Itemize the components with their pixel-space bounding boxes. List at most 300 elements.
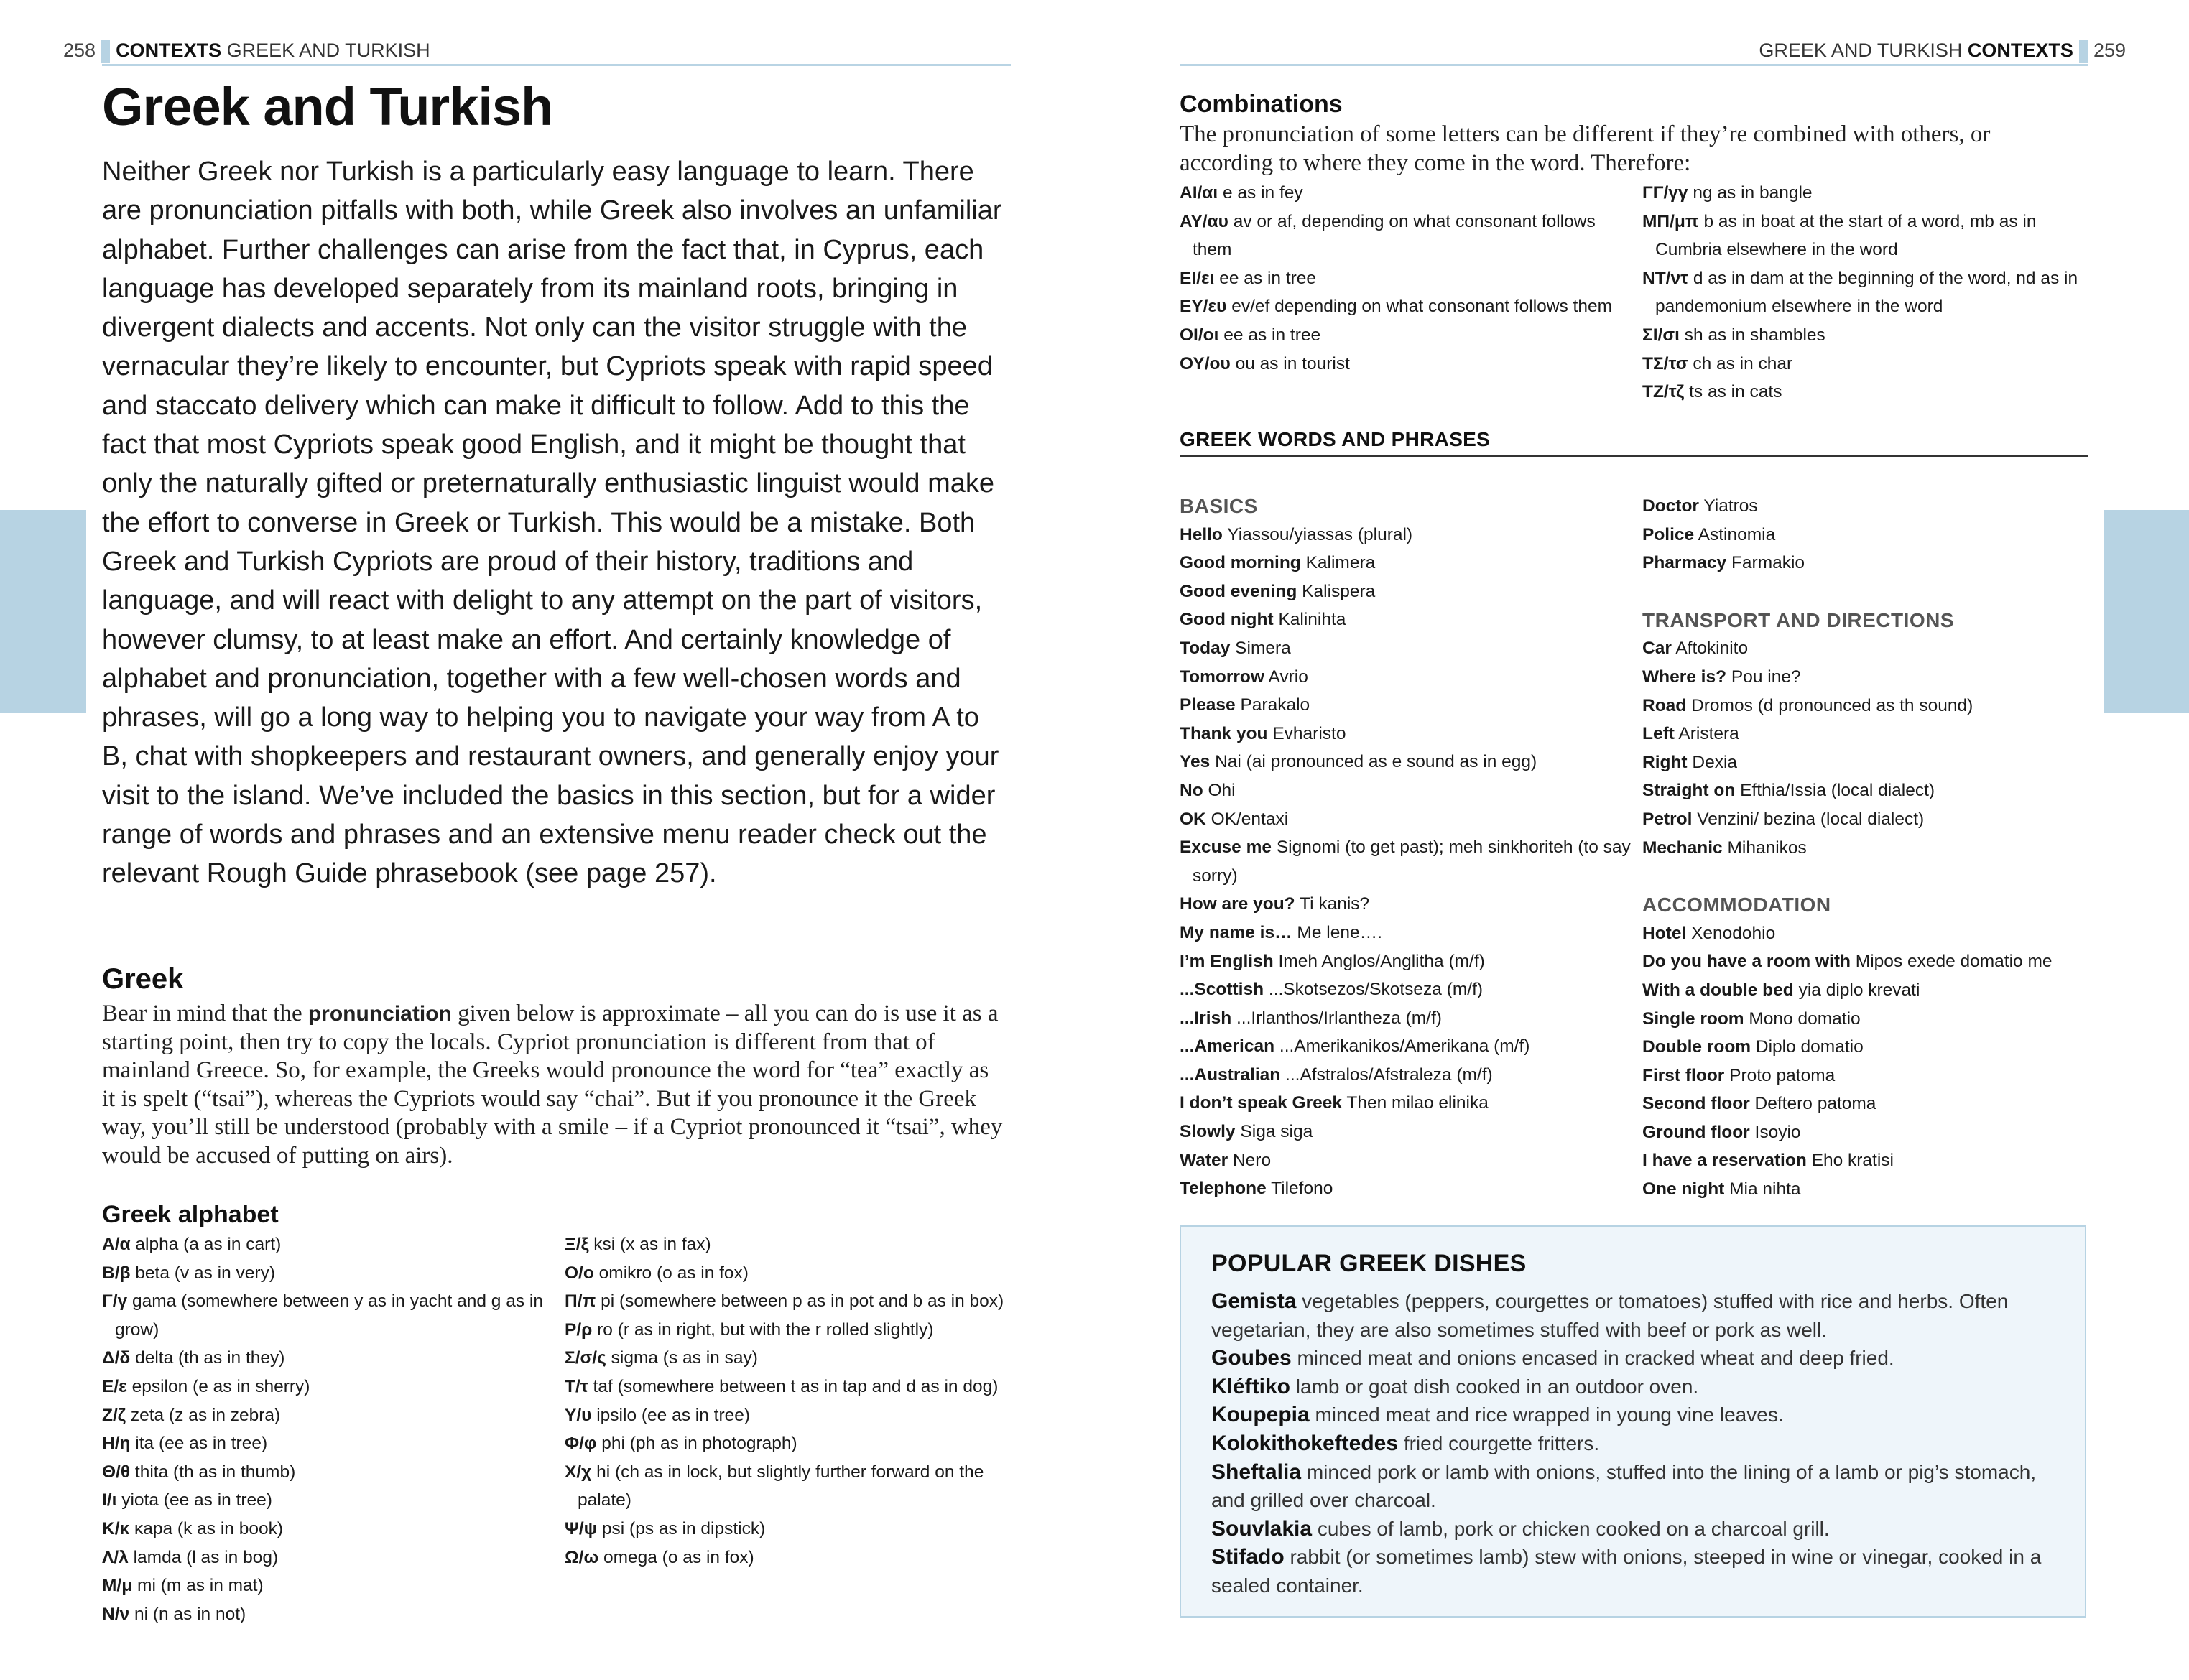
alphabet-term: Υ/υ — [565, 1405, 592, 1425]
right-page-number: 259 — [2093, 40, 2126, 61]
combination-term: ΓΓ/γγ — [1642, 183, 1688, 203]
combination-entry — [1180, 350, 1632, 379]
phrase-definition: Yiatros — [1703, 496, 1758, 516]
combination-definition: ou as in tourist — [1235, 353, 1350, 373]
phrase-entry — [1642, 1118, 2088, 1147]
alphabet-entry — [102, 1429, 547, 1458]
phrase-entry — [1180, 748, 1632, 776]
alphabet-entry — [565, 1515, 1010, 1544]
phrase-definition: OK/entaxi — [1211, 809, 1289, 829]
phrase-term: First floor — [1642, 1065, 1725, 1085]
combination-term: ΟΥ/ου — [1180, 353, 1231, 373]
combination-definition: b as in boat at the start of a word, mb as in Cumbria elsewhere in the word — [1655, 211, 2037, 260]
phrase-definition: Kalispera — [1302, 581, 1376, 601]
combinations-column-1 — [1180, 179, 1632, 378]
phrase-term: ...American — [1180, 1036, 1275, 1057]
combination-term: ΤΖ/τζ — [1642, 382, 1685, 402]
phrase-definition: Imeh Anglos/Anglitha (m/f) — [1278, 951, 1485, 971]
phrase-entry — [1642, 720, 2088, 748]
dish-term: Goubes — [1211, 1346, 1292, 1370]
combination-term: ΑΙ/αι — [1180, 183, 1218, 203]
phrase-definition: Nero — [1232, 1150, 1272, 1170]
phrase-term: Car — [1642, 639, 1672, 659]
phrase-definition: Avrio — [1268, 667, 1308, 687]
greek-intro-paragraph — [102, 1000, 1007, 1170]
phrase-term: One night — [1642, 1179, 1725, 1199]
dish-entry — [1211, 1344, 2059, 1373]
phrase-entry — [1180, 605, 1632, 634]
phrase-term: Single room — [1642, 1008, 1744, 1029]
phrase-definition: yia diplo krevati — [1798, 980, 1920, 1000]
left-topic-name: GREEK AND TURKISH — [226, 40, 430, 61]
combination-definition: ng as in bangle — [1693, 183, 1813, 203]
dish-term: Gemista — [1211, 1289, 1297, 1313]
greek-intro-text-start: Bear in mind that the — [102, 1001, 308, 1026]
phrase-definition: Aristera — [1678, 724, 1739, 744]
alphabet-term: Ν/ν — [102, 1604, 130, 1624]
phrase-entry — [1642, 634, 2088, 663]
phrase-term: Yes — [1180, 752, 1211, 772]
left-page-number: 258 — [63, 40, 96, 61]
alphabet-term: Ζ/ζ — [102, 1405, 126, 1425]
combination-term: ΕΥ/ευ — [1180, 297, 1227, 317]
phrase-definition: Efthia/Issia (local dialect) — [1740, 781, 1935, 801]
phrase-term: Double room — [1642, 1037, 1751, 1057]
phrase-entry — [1642, 1175, 2088, 1204]
alphabet-column-1 — [102, 1230, 547, 1628]
alphabet-entry — [102, 1373, 547, 1401]
alphabet-term: Δ/δ — [102, 1348, 131, 1368]
alphabet-term: Ψ/ψ — [565, 1518, 598, 1539]
combination-entry — [1180, 179, 1632, 208]
phrase-entry — [1642, 663, 2088, 692]
combination-entry — [1642, 378, 2088, 407]
phrase-definition: Tilefono — [1271, 1179, 1333, 1199]
phrase-entry — [1180, 1174, 1632, 1203]
page-title: Greek and Turkish — [102, 77, 553, 136]
phrase-term: Telephone — [1180, 1179, 1267, 1199]
phrase-definition: Then milao elinika — [1346, 1093, 1489, 1113]
alphabet-term: Η/η — [102, 1434, 131, 1454]
phrase-term: Do you have a room with — [1642, 952, 1851, 972]
right-thumb-tab — [2104, 510, 2189, 713]
phrase-definition: Venzini/ bezina (local dialect) — [1697, 809, 1925, 829]
alphabet-definition: phi (ph as in photograph) — [601, 1434, 797, 1454]
left-thumb-tab — [0, 510, 86, 713]
phrase-definition: Dexia — [1692, 752, 1738, 772]
alphabet-term: Χ/χ — [565, 1462, 592, 1482]
alphabet-entry — [102, 1572, 547, 1600]
phrase-definition: Ti kanis? — [1300, 894, 1370, 914]
phrase-definition: Siga siga — [1240, 1122, 1313, 1142]
combination-entry — [1642, 321, 2088, 350]
phrase-term: Road — [1642, 695, 1687, 715]
dish-entry — [1211, 1515, 2059, 1544]
dish-term: Kolokithokeftedes — [1211, 1431, 1399, 1455]
header-bar-marker — [2079, 40, 2088, 63]
phrase-definition: Mia nihta — [1729, 1179, 1801, 1199]
phrase-entry — [1180, 634, 1632, 663]
phrase-definition: Pou ine? — [1731, 667, 1801, 687]
alphabet-term: Ο/ο — [565, 1263, 594, 1283]
phrase-definition: Kalimera — [1305, 553, 1376, 573]
combination-definition: ee as in tree — [1223, 325, 1321, 345]
alphabet-definition: delta (th as in they) — [135, 1348, 285, 1368]
alphabet-definition: pi (somewhere between p as in pot and b as in box) — [601, 1291, 1004, 1312]
right-section-name: CONTEXTS — [1967, 40, 2073, 61]
phrase-definition: Parakalo — [1240, 695, 1310, 715]
dish-definition: minced meat and onions encased in cracked wheat and deep fried. — [1297, 1347, 1894, 1370]
alphabet-entry — [102, 1486, 547, 1515]
alphabet-entry — [102, 1401, 547, 1430]
phrase-entry — [1180, 1032, 1632, 1061]
phrase-term: Tomorrow — [1180, 667, 1264, 687]
combination-definition: e as in fey — [1223, 183, 1303, 203]
phrase-entry — [1180, 1118, 1632, 1146]
phrase-entry — [1180, 1146, 1632, 1175]
alphabet-entry — [565, 1401, 1010, 1430]
combination-entry — [1180, 264, 1632, 293]
alphabet-term: Θ/θ — [102, 1462, 131, 1482]
greek-heading: Greek — [102, 963, 184, 995]
alphabet-entry — [102, 1515, 547, 1544]
intro-paragraph: Neither Greek nor Turkish is a particularly easy language to learn. There are pronunciation pitfalls with both, while Greek also involves an unfamiliar alphabet. Further challenges can arise from the fact that, in Cyprus, each language has developed separately from its mainland roots, bringing in divergent dialects and accents. Not only can the visitor struggle with the vernacular they’re likely to encounter, but Cypriots speak with rapid speed and staccato delivery which can make it difficult to follow. Add to this the fact that most Cypriots speak good English, and it might be thought that only the naturally gifted or preternaturally enthusiastic linguist would make the effort to converse in Greek or Turkish. This would be a mistake. Both Greek and Turkish Cypriots are proud of their history, traditions and language, and will react with delight to any attempt on the part of visitors, however clumsy, to at least make an effort. And certainly knowledge of alphabet and pronunciation, together with a few well-chosen words and phrases, will go a long way to helping you to navigate your way from A to B, chat with shopkeepers and restaurant owners, and generally enjoy your visit to the island. We’ve included the basics in this section, but for a wider range of words and phrases and an extensive menu reader check out the relevant Rough Guide phrasebook (see page 257). — [102, 157, 1002, 889]
dish-definition: vegetables (peppers, courgettes or tomatoes) stuffed with rice and herbs. Often vegetarian, they are also sometimes stuffed with beef or pork as well. — [1211, 1290, 2009, 1341]
phrase-definition: Proto patoma — [1729, 1065, 1836, 1085]
greek-intro-bold-term: pronunciation — [307, 1002, 452, 1026]
combination-entry — [1180, 321, 1632, 350]
alphabet-definition: taf (somewhere between t as in tap and d as in dog) — [593, 1376, 999, 1396]
phrase-definition: Xenodohio — [1691, 923, 1776, 943]
alphabet-term: Ω/ω — [565, 1547, 599, 1567]
phrase-term: My name is… — [1180, 922, 1292, 942]
alphabet-term: Τ/τ — [565, 1376, 588, 1396]
phrase-entry — [1642, 834, 2088, 863]
combination-term: ΝΤ/ντ — [1642, 268, 1689, 288]
left-header-rule — [102, 64, 1011, 66]
phrase-term: ...Australian — [1180, 1064, 1281, 1085]
phrase-definition: Diplo domatio — [1755, 1037, 1864, 1057]
alphabet-entry — [102, 1600, 547, 1629]
alphabet-term: Ι/ι — [102, 1490, 117, 1510]
phrase-definition: Deftero patoma — [1754, 1094, 1876, 1114]
combination-definition: av or af, depending on what consonant follows them — [1193, 211, 1596, 260]
phrase-definition: Astinomia — [1698, 524, 1776, 544]
alphabet-entry — [102, 1259, 547, 1288]
combination-entry — [1180, 208, 1632, 264]
dish-entry — [1211, 1458, 2059, 1515]
alphabet-definition: epsilon (e as in sherry) — [131, 1376, 310, 1396]
combination-entry — [1642, 208, 2088, 264]
alphabet-entry — [565, 1259, 1010, 1288]
phrases-heading: GREEK WORDS AND PHRASES — [1180, 428, 1491, 450]
alphabet-term: Σ/σ/ς — [565, 1348, 606, 1368]
category-transport: TRANSPORT AND DIRECTIONS — [1642, 608, 1955, 631]
alphabet-heading: Greek alphabet — [102, 1201, 279, 1228]
phrase-entry — [1180, 833, 1632, 890]
phrase-definition: ...Skotsezos/Skotseza (m/f) — [1268, 980, 1484, 1000]
phrase-term: I don’t speak Greek — [1180, 1093, 1343, 1113]
dish-term: Sheftalia — [1211, 1459, 1302, 1484]
combination-term: ΜΠ/μπ — [1642, 211, 1699, 231]
popular-dishes-box — [1180, 1225, 2086, 1618]
alphabet-definition: ipsilo (ee as in tree) — [596, 1405, 751, 1425]
combination-term: ΤΣ/τσ — [1642, 353, 1688, 373]
right-header-rule — [1180, 64, 2088, 66]
combination-definition: ch as in char — [1693, 353, 1793, 373]
alphabet-definition: omikro (o as in fox) — [598, 1263, 749, 1283]
phrase-entry — [1642, 1090, 2088, 1118]
phrase-definition: Farmakio — [1731, 553, 1805, 573]
combinations-intro: The pronunciation of some letters can be different if they’re combined with others, or according to where they come in the word. Therefore: — [1180, 121, 1991, 176]
phrase-definition: Eho kratisi — [1811, 1151, 1894, 1171]
alphabet-column-2 — [565, 1230, 1010, 1572]
phrase-definition: Nai (ai pronounced as e sound as in egg) — [1215, 752, 1537, 772]
phrase-definition: ...Amerikanikos/Amerikana (m/f) — [1279, 1036, 1530, 1057]
dish-definition: fried courgette fritters. — [1403, 1431, 1600, 1454]
phrase-term: Hello — [1180, 524, 1223, 544]
alphabet-term: Α/α — [102, 1235, 131, 1254]
dish-definition: lamb or goat dish cooked in an outdoor oven. — [1295, 1375, 1699, 1398]
alphabet-definition: thita (th as in thumb) — [134, 1462, 296, 1482]
combination-definition: ev/ef depending on what consonant follows them — [1231, 297, 1613, 317]
phrase-entry — [1642, 1005, 2088, 1034]
greek-intro-text-end: given below is approximate – all you can do is use it as a starting point, then try to copy the locals. Cypriot pronunciation is different from that of mainland Greece. So, for example, the Greeks would pronounce the word for “tea” exactly as it is spelt (“tsai”), whereas the Cypriots would say “chai”. But if you pronounce it the Greek way, you’ll still be understood (probably with a smile – if a Cypriot pronounced it “tsai”, whey would be accused of putting on airs). — [102, 1001, 1003, 1169]
combination-definition: d as in dam at the beginning of the word, nd as in pandemonium elsewhere in the word — [1655, 268, 2078, 317]
alphabet-definition: ita (ee as in tree) — [135, 1434, 268, 1454]
phrases-column-2 — [1642, 492, 2088, 1204]
phrase-entry — [1642, 1146, 2088, 1175]
category-accommodation: ACCOMMODATION — [1642, 894, 1831, 916]
dish-term: Stifado — [1211, 1545, 1285, 1569]
phrase-term: Police — [1642, 524, 1695, 544]
alphabet-entry — [102, 1344, 547, 1373]
dish-entry — [1211, 1373, 2059, 1401]
combination-definition: sh as in shambles — [1684, 325, 1825, 345]
phrase-entry — [1642, 748, 2088, 777]
phrase-entry — [1642, 919, 2088, 948]
phrase-entry — [1642, 549, 2088, 577]
phrases-heading-rule — [1180, 455, 2088, 457]
alphabet-term: Φ/φ — [565, 1434, 597, 1454]
dish-definition: minced pork or lamb with onions, stuffed into the lining of a lamb or pig’s stomach, and grilled over charcoal. — [1211, 1460, 2037, 1512]
phrase-definition: ...Afstralos/Afstraleza (m/f) — [1285, 1064, 1493, 1085]
alphabet-entry — [565, 1458, 1010, 1515]
phrase-definition: Simera — [1235, 638, 1291, 658]
dish-definition: rabbit (or sometimes lamb) stew with onions, steeped in wine or vinegar, cooked in a sealed container. — [1211, 1546, 2042, 1597]
phrase-entry — [1642, 692, 2088, 720]
phrase-entry — [1642, 1033, 2088, 1062]
combination-term: ΣΙ/σι — [1642, 325, 1680, 345]
phrase-definition: Mipos exede domatio me — [1855, 952, 2053, 972]
phrase-term: Thank you — [1180, 723, 1268, 743]
alphabet-entry — [565, 1344, 1010, 1373]
alphabet-definition: ni (n as in not) — [134, 1604, 246, 1624]
phrase-term: I’m English — [1180, 951, 1274, 971]
phrase-term: Straight on — [1642, 781, 1736, 801]
combination-term: ΕΙ/ει — [1180, 268, 1215, 288]
list-spacer — [1642, 862, 2088, 891]
right-running-header — [1759, 36, 2126, 65]
phrase-term: I have a reservation — [1642, 1151, 1807, 1171]
phrase-entry — [1180, 805, 1632, 834]
phrase-term: Ground floor — [1642, 1122, 1750, 1142]
phrase-term: Please — [1180, 695, 1236, 715]
phrase-term: ...Scottish — [1180, 980, 1264, 1000]
phrase-term: OK — [1180, 809, 1206, 829]
right-topic-name: GREEK AND TURKISH — [1759, 40, 1963, 61]
phrase-definition: Mono domatio — [1749, 1008, 1861, 1029]
phrase-entry — [1180, 1089, 1632, 1118]
alphabet-term: Ρ/ρ — [565, 1319, 593, 1340]
alphabet-entry — [565, 1544, 1010, 1572]
alphabet-entry — [565, 1230, 1010, 1259]
dish-entry — [1211, 1429, 2059, 1458]
phrase-entry — [1180, 720, 1632, 748]
combination-term: ΑΥ/αυ — [1180, 211, 1228, 231]
phrase-definition: Kalinihta — [1278, 610, 1346, 630]
combination-definition: ee as in tree — [1219, 268, 1317, 288]
phrase-definition: Isoyio — [1754, 1122, 1801, 1142]
phrase-term: Left — [1642, 724, 1675, 744]
alphabet-definition: gama (somewhere between y as in yacht and g as in grow) — [115, 1291, 543, 1340]
phrase-definition: Evharisto — [1272, 723, 1346, 743]
phrase-entry — [1180, 663, 1632, 692]
combinations-heading: Combinations — [1180, 91, 1343, 118]
alphabet-definition: beta (v as in very) — [135, 1263, 275, 1283]
alphabet-term: Λ/λ — [102, 1547, 129, 1567]
phrase-definition: Dromos (d pronounced as th sound) — [1691, 695, 1973, 715]
alphabet-entry — [102, 1544, 547, 1572]
phrase-entry — [1180, 919, 1632, 947]
alphabet-entry — [102, 1287, 547, 1344]
alphabet-definition: lamda (l as in bog) — [133, 1547, 279, 1567]
alphabet-definition: alpha (a as in cart) — [135, 1235, 282, 1254]
alphabet-term: Ε/ε — [102, 1376, 127, 1396]
combinations-column-2 — [1642, 179, 2088, 407]
alphabet-term: Μ/μ — [102, 1576, 133, 1596]
header-bar-marker — [101, 40, 110, 63]
category-basics: BASICS — [1180, 495, 1258, 517]
phrase-term: Mechanic — [1642, 837, 1723, 858]
dish-entry — [1211, 1401, 2059, 1429]
phrase-entry — [1180, 1004, 1632, 1033]
alphabet-definition: zeta (z as in zebra) — [130, 1405, 281, 1425]
phrase-definition: Aftokinito — [1675, 639, 1749, 659]
phrase-term: Where is? — [1642, 667, 1727, 687]
phrase-definition: ...Irlanthos/Irlantheza (m/f) — [1236, 1008, 1442, 1028]
alphabet-term: Β/β — [102, 1263, 131, 1283]
dishes-heading: POPULAR GREEK DISHES — [1211, 1250, 1527, 1277]
phrase-entry — [1180, 890, 1632, 919]
phrase-term: Right — [1642, 752, 1688, 772]
phrase-entry — [1642, 805, 2088, 834]
alphabet-entry — [565, 1373, 1010, 1401]
phrase-entry — [1642, 492, 2088, 521]
phrase-entry — [1180, 691, 1632, 720]
phrase-term: Excuse me — [1180, 837, 1272, 858]
alphabet-definition: hi (ch as in lock, but slightly further forward on the palate) — [578, 1462, 984, 1510]
phrase-term: Good evening — [1180, 581, 1297, 601]
alphabet-entry — [565, 1429, 1010, 1458]
phrases-column-1 — [1180, 492, 1632, 1203]
phrase-entry — [1180, 521, 1632, 549]
dishes-list — [1211, 1287, 2059, 1600]
alphabet-term: Π/π — [565, 1291, 596, 1312]
phrase-entry — [1180, 975, 1632, 1004]
phrase-entry — [1180, 549, 1632, 577]
phrase-term: With a double bed — [1642, 980, 1794, 1000]
dish-definition: cubes of lamb, pork or chicken cooked on a charcoal grill. — [1317, 1517, 1830, 1540]
phrase-term: Hotel — [1642, 923, 1687, 943]
phrase-definition: Signomi (to get past); meh sinkhoriteh (to say sorry) — [1193, 837, 1631, 886]
phrase-term: Doctor — [1642, 496, 1699, 516]
alphabet-definition: mi (m as in mat) — [137, 1576, 264, 1596]
combination-entry — [1642, 264, 2088, 321]
phrase-term: How are you? — [1180, 894, 1295, 914]
phrase-term: Water — [1180, 1150, 1228, 1170]
left-section-name: CONTEXTS — [116, 40, 222, 61]
dish-definition: minced meat and rice wrapped in young vine leaves. — [1315, 1403, 1784, 1426]
phrase-entry — [1642, 1062, 2088, 1090]
list-spacer — [1642, 577, 2088, 606]
alphabet-entry — [565, 1287, 1010, 1316]
dish-term: Kléftiko — [1211, 1374, 1291, 1398]
alphabet-entry — [102, 1458, 547, 1487]
alphabet-entry — [565, 1316, 1010, 1345]
phrase-term: Today — [1180, 638, 1231, 658]
alphabet-term: Ξ/ξ — [565, 1235, 589, 1254]
phrase-definition: Yiassou/yiassas (plural) — [1227, 524, 1413, 544]
phrase-definition: Ohi — [1208, 780, 1236, 800]
phrase-term: Good morning — [1180, 553, 1301, 573]
dish-entry — [1211, 1287, 2059, 1344]
dish-entry — [1211, 1543, 2059, 1600]
alphabet-definition: sigma (s as in say) — [611, 1348, 758, 1368]
phrase-entry — [1642, 976, 2088, 1005]
phrase-entry — [1642, 776, 2088, 805]
alphabet-term: Γ/γ — [102, 1291, 128, 1312]
phrase-definition: Me lene…. — [1297, 922, 1382, 942]
phrase-term: No — [1180, 780, 1203, 800]
alphabet-definition: ksi (x as in fax) — [593, 1235, 711, 1254]
combination-term: ΟΙ/οι — [1180, 325, 1219, 345]
combination-entry — [1180, 292, 1632, 321]
phrase-term: Pharmacy — [1642, 553, 1727, 573]
phrase-entry — [1180, 1061, 1632, 1090]
alphabet-definition: ro (r as in right, but with the r rolled slightly) — [597, 1319, 934, 1340]
combination-entry — [1642, 179, 2088, 208]
combination-definition: ts as in cats — [1689, 382, 1782, 402]
alphabet-definition: psi (ps as in dipstick) — [601, 1518, 766, 1539]
phrase-entry — [1642, 947, 2088, 976]
dish-term: Koupepia — [1211, 1403, 1310, 1427]
left-running-header — [63, 36, 430, 65]
phrase-term: ...Irish — [1180, 1008, 1232, 1028]
alphabet-definition: omega (o as in fox) — [603, 1547, 754, 1567]
phrase-term: Petrol — [1642, 809, 1693, 829]
phrase-term: Second floor — [1642, 1094, 1750, 1114]
alphabet-definition: yiota (ee as in tree) — [121, 1490, 272, 1510]
combination-entry — [1642, 350, 2088, 379]
alphabet-entry — [102, 1230, 547, 1259]
phrase-definition: Mihanikos — [1727, 837, 1807, 858]
phrase-entry — [1180, 577, 1632, 606]
dish-term: Souvlakia — [1211, 1516, 1313, 1541]
phrase-entry — [1180, 776, 1632, 805]
alphabet-term: Κ/κ — [102, 1518, 130, 1539]
phrase-term: Good night — [1180, 610, 1274, 630]
